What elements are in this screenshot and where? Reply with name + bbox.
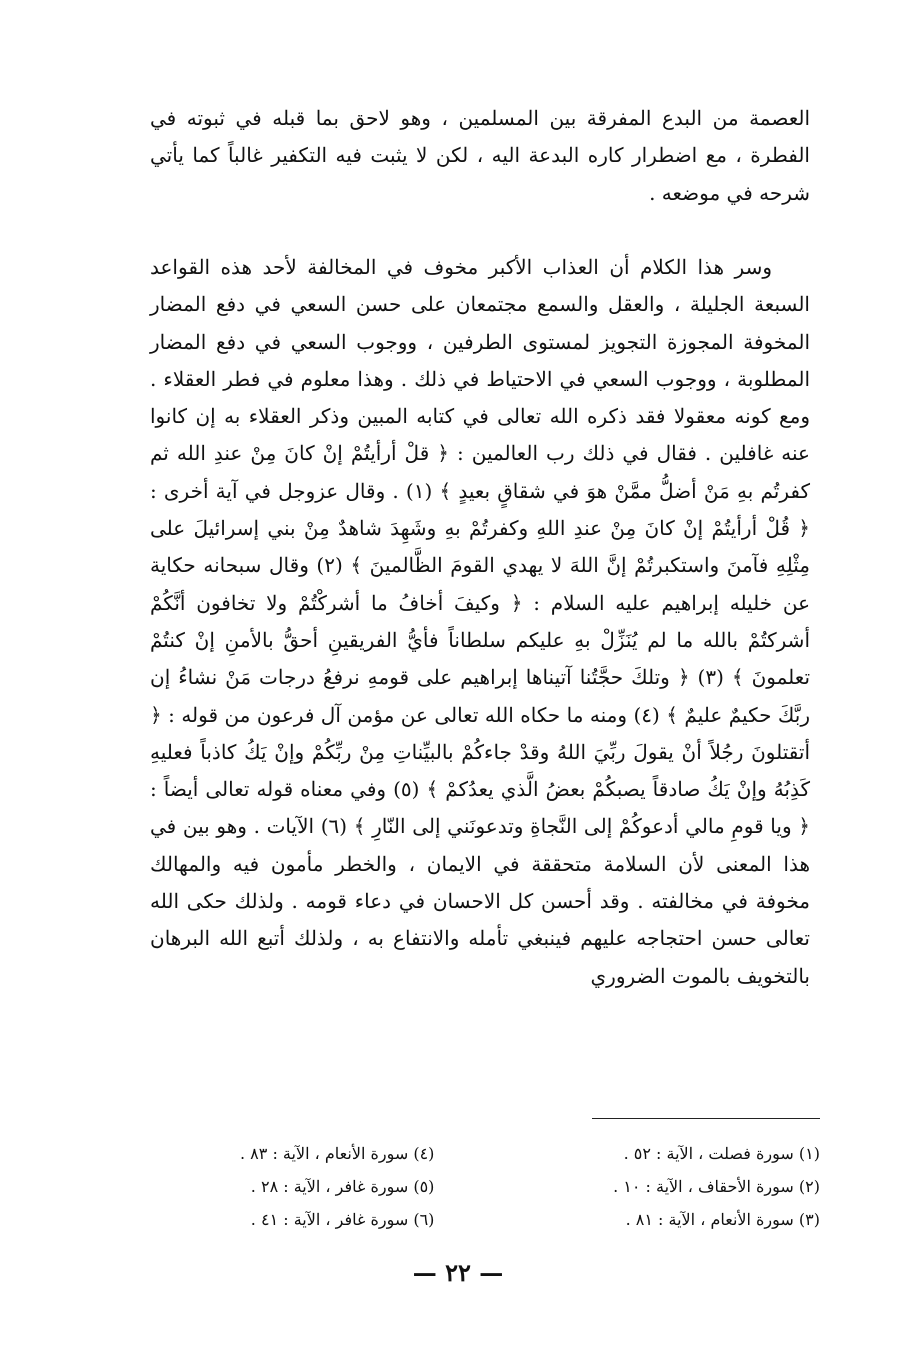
footnote: (٣) سورة الأنعام ، الآية : ٨١ .: [625, 1210, 820, 1229]
footnotes: [240, 1137, 820, 1236]
page-number: — ٢٢ —: [412, 1258, 504, 1287]
footnotes-column-left: [240, 1137, 434, 1236]
footnote: (٥) سورة غافر ، الآية : ٢٨ .: [250, 1177, 435, 1196]
footnote: (٤) سورة الأنعام ، الآية : ٨٣ .: [240, 1144, 435, 1163]
footnote: (١) سورة فصلت ، الآية : ٥٢ .: [623, 1144, 820, 1163]
body-paragraph-1: العصمة من البدع المفرقة بين المسلمين ، وهو لاحق بما قبله في ثبوته في الفطرة ، مع اضطرار كاره البدعة اليه ، لكن لا يثبت فيه التكفير غالباً كما يأتي شرحه في موضعه .: [150, 106, 810, 205]
footnote-separator: [592, 1118, 820, 1119]
body-paragraph-2: وسر هذا الكلام أن العذاب الأكبر مخوف في المخالفة لأحد هذه القواعد السبعة الجليلة ، والعقل والسمع مجتمعان على حسن السعي في دفع المضار المخوفة المجوزة التجويز لمستوى الطرفين ، ووجوب السعي في دفع المضار المطلوبة ، ووجوب السعي في الاحتياط في ذلك . وهذا معلوم في فطر العقلاء . ومع كونه معقولا فقد ذكره الله تعالى في كتابه المبين وذكر العقلاء به إن كانوا عنه غافلين . فقال في ذلك رب العالمين : ﴿ قلْ أرأيتُمْ إنْ كانَ مِنْ عندِ الله ثم كفرتُم بهِ مَنْ أضلُّ ممَّنْ هوَ في شقاقٍ بعيدٍ ﴾ (١) . وقال عزوجل في آية أخرى : ﴿ قُلْ أرأيتُمْ إنْ كانَ مِنْ عندِ اللهِ وكفرتُمْ بهِ وشَهِدَ شاهدٌ مِنْ بني إسرائيلَ على مِثْلِهِ فآمنَ واستكبرتُمْ إنَّ اللهَ لا يهدي القومَ الظَّالمينَ ﴾ (٢) وقال سبحانه حكاية عن خليله إبراهيم عليه السلام : ﴿ وكيفَ أخافُ ما أشركْتُمْ ولا تخافون أنَّكُمْ أشركتُمْ بالله ما لم يُنَزِّلْ بهِ عليكم سلطاناً فأيُّ الفريقينِ أحقُّ بالأمنِ إنْ كنتُمْ تعلمونَ ﴾ (٣) ﴿ وتلكَ حجَّتُنا آتيناها إبراهيم على قومهِ نرفعُ درجات مَنْ نشاءُ إن ربَّكَ حكيمٌ عليمٌ ﴾ (٤) ومنه ما حكاه الله تعالى عن مؤمن آل فرعون من قوله : ﴿ أتقتلونَ رجُلاً أنْ يقولَ ربِّيَ اللهُ وقدْ جاءكُمْ بالبيِّناتِ مِنْ ربِّكُمْ وإنْ يَكُ كاذباً فعليهِ كَذِبُهُ وإنْ يَكُ صادقاً يصبكُمْ بعضُ الَّذي يعدُكمْ ﴾ (٥) وفي معناه قوله تعالى أيضاً : ﴿ ويا قومِ مالي أدعوكُمْ إلى النَّجاةِ وتدعونَني إلى النّارِ ﴾ (٦) الآيات . وهو بين في هذا المعنى لأن السلامة متحققة في الايمان ، والخطر مأمون فيه والمهالك مخوفة في مخالفته . وقد أحسن كل الاحسان في دعاء قومه . ولذلك حكى الله تعالى حسن احتجاجه عليهم فينبغي تأمله والانتفاع به ، ولذلك أتبع الله البرهان بالتخويف بالموت الضروري: [150, 255, 811, 988]
footnote: (٦) سورة غافر ، الآية : ٤١ .: [250, 1210, 435, 1229]
footnote: (٢) سورة الأحقاف ، الآية : ١٠ .: [613, 1177, 820, 1196]
footnotes-column-right: [613, 1137, 820, 1236]
